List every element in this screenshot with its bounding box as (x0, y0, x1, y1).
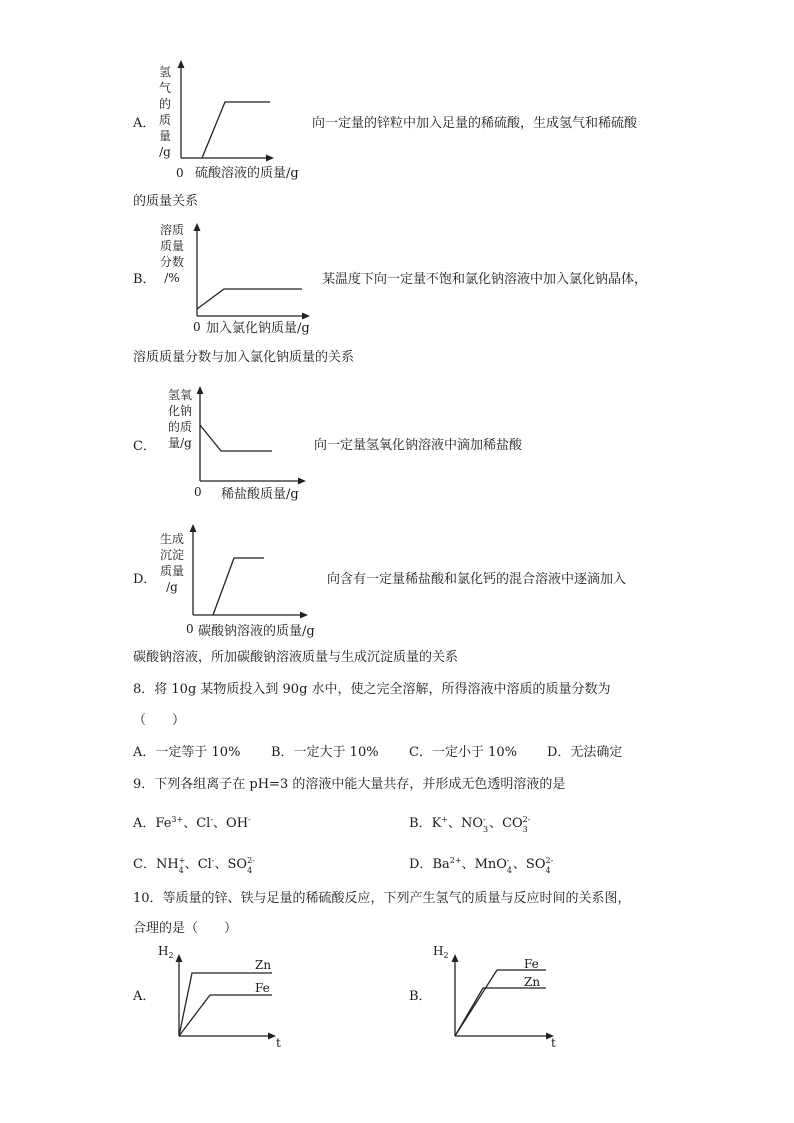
q8-option-c: C．一定小于 10% (409, 745, 517, 760)
q7-c-letter: C． (133, 439, 156, 454)
q10-b-ylabel: $H_2$ (433, 944, 449, 960)
q7-d-xlabel: 碳酸钠溶液的质量/g (198, 624, 315, 639)
q7-c-desc-1: 向一定量氢氧化钠溶液中滴加稀盐酸 (314, 438, 523, 453)
q8-option-d: D．无法确定 (547, 745, 623, 760)
q10-a-letter: A． (133, 989, 156, 1004)
q7-b-ylabel: 溶质 质量 分数 /% (159, 223, 184, 285)
q9-option-b: B．K+、NO - 3 、CO 2- 3 (409, 815, 531, 834)
q10-a-xlabel: t (276, 1036, 281, 1050)
q7-a-xlabel: 硫酸溶液的质量/g (195, 166, 299, 181)
q7-c-ylabel: 氢氧 化钠 的质 量/g (167, 388, 192, 450)
q7-c-origin: 0 (194, 485, 202, 499)
q10-stem-1: 10．等质量的锌、铁与足量的稀硫酸反应，下列产生氢气的质量与反应时间的关系图， (133, 891, 631, 906)
q7-b-letter: B． (133, 272, 156, 287)
q8-answer-paren: （ ） (133, 713, 186, 728)
q7-a-ylabel: 氢 气 的 质 量 /g (158, 65, 171, 159)
q10-b-xlabel: t (551, 1036, 556, 1050)
q7-d-letter: D． (133, 572, 157, 587)
q7-a-origin: 0 (176, 166, 184, 180)
q9-option-c: C．NH + 4 、Cl-、SO 2- 4 (133, 856, 255, 875)
q7-d-desc-2: 碳酸钠溶液，所加碳酸钠溶液质量与生成沉淀质量的关系 (133, 650, 459, 665)
q9-option-a: A．$Fe^{3+}$、Cl-、OH- (133, 815, 251, 831)
q7-a-desc-2: 的质量关系 (133, 194, 199, 209)
q7-a-letter: A． (133, 116, 156, 131)
q7-a-desc-1: 向一定量的锌粒中加入足量的稀硫酸，生成氢气和稀硫酸 (312, 116, 638, 131)
q10-b-top-label: Fe (524, 957, 539, 971)
q7-b-origin: 0 (193, 320, 201, 334)
q8-option-b: B．一定大于 10% (271, 745, 379, 760)
q7-b-xlabel: 加入氯化钠质量/g (206, 321, 310, 336)
q7-c-xlabel: 稀盐酸质量/g (221, 487, 299, 502)
q7-d-ylabel: 生成 沉淀 质量 /g (159, 532, 184, 594)
q10-stem-2: 合理的是（ ） (133, 921, 238, 936)
q7-b-desc-2: 溶质质量分数与加入氯化钠质量的关系 (133, 350, 355, 365)
q10-b-bottom-label: Zn (524, 975, 541, 989)
q8-option-a: A．一定等于 10% (133, 745, 241, 760)
q10-a-ylabel: $H_2$ (158, 944, 174, 960)
q9-option-d: D．$Ba^{2+}$、MnO - 4 、SO 2- 4 (409, 856, 554, 875)
q10-a-top-label: Zn (255, 958, 272, 972)
q7-d-origin: 0 (186, 622, 194, 636)
q8-stem: 8．将 10g 某物质投入到 90g 水中，使之完全溶解，所得溶液中溶质的质量分数为 (133, 682, 611, 697)
q9-stem: 9．下列各组离子在 pH=3 的溶液中能大量共存，并形成无色透明溶液的是 (133, 777, 566, 792)
q10-a-bottom-label: Fe (255, 981, 270, 995)
q7-b-desc-1: 某温度下向一定量不饱和氯化钠溶液中加入氯化钠晶体， (322, 272, 648, 287)
q10-b-letter: B． (409, 989, 432, 1004)
q7-d-desc-1: 向含有一定量稀盐酸和氯化钙的混合溶液中逐滴加入 (327, 572, 627, 587)
